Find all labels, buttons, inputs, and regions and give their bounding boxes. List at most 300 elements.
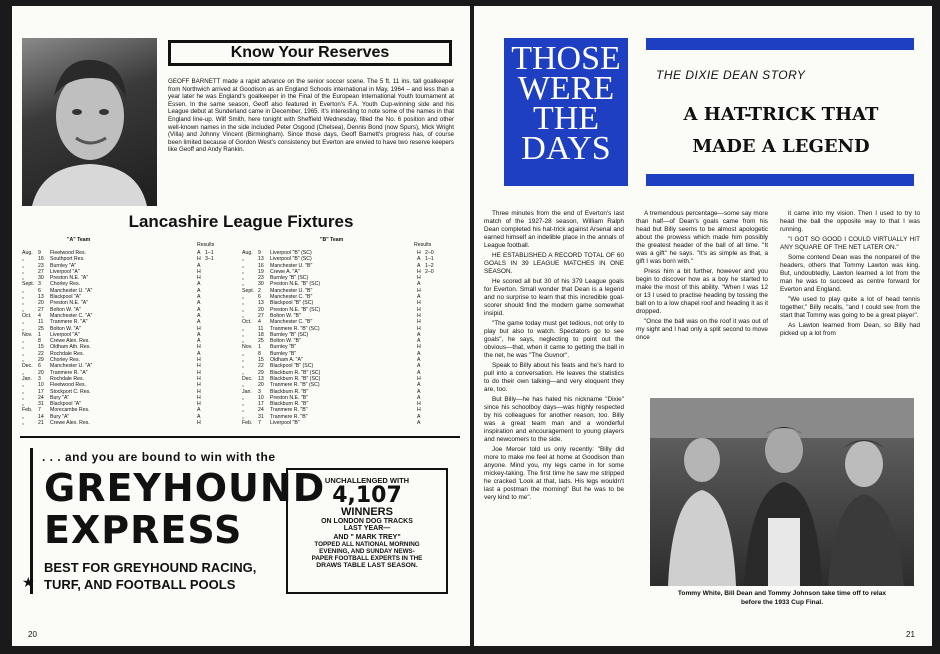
fixture-month: Feb. bbox=[242, 420, 253, 427]
fixture-month: Dec. bbox=[22, 363, 33, 370]
fixture-venue: H bbox=[417, 268, 421, 275]
fixture-month: „ bbox=[22, 369, 24, 376]
fixture-day: 22 bbox=[258, 363, 264, 370]
fixture-result: 2–0 bbox=[425, 250, 434, 256]
fixture-month: „ bbox=[22, 306, 24, 313]
fixture-venue: H bbox=[417, 250, 421, 256]
fixture-opponent: Liverpool "B" (SC) bbox=[270, 250, 312, 256]
fixture-day: 27 bbox=[38, 268, 44, 275]
fixture-result: 1–1 bbox=[205, 250, 214, 256]
fixtures-title: Lancashire League Fixtures bbox=[128, 212, 354, 231]
fixture-result: 1–2 bbox=[425, 262, 434, 269]
fixture-opponent: Blackpool "A" bbox=[50, 401, 82, 408]
fixture-opponent: Manchester U. "A" bbox=[50, 363, 93, 370]
article-column-1 bbox=[484, 210, 624, 504]
fixture-day: 18 bbox=[258, 331, 264, 338]
article-paragraph: Some contend Dean was the nonpareil of the headers, others that Tommy Lawton was king. But, undoubtedly, Lawton learned a lot from the man he was to succeed as centre forward for Everton and England. bbox=[780, 254, 920, 293]
fixture-day: 25 bbox=[258, 338, 264, 345]
ad-box-line8: PAPER FOOTBALL EXPERTS IN THE bbox=[311, 555, 423, 562]
fixture-month: Aug. bbox=[22, 250, 33, 256]
fixture-day: 20 bbox=[38, 300, 44, 307]
fixture-opponent: Liverpool "B" (SC) bbox=[270, 256, 312, 263]
fixture-day: 30 bbox=[258, 281, 264, 288]
fixture-month: „ bbox=[242, 394, 244, 401]
fixture-day: 11 bbox=[258, 325, 264, 332]
fixture-row bbox=[22, 420, 232, 426]
article-paragraph: "The game today must get tedious, not only to play but also to watch. Spectators go to see goals", he says, neglecting to point out the obvious—that, when it came to getting the ball in the net, he was "The Guvnor". bbox=[484, 320, 624, 359]
fixture-opponent: Crewe Alex. Res. bbox=[50, 338, 90, 345]
fixture-opponent: Tranmere R. "A" bbox=[50, 369, 88, 376]
fixture-result: 1–1 bbox=[425, 256, 434, 263]
fixture-opponent: Blackburn R. "B" (SC) bbox=[270, 369, 321, 376]
ad-title-express: EXPRESS bbox=[44, 508, 243, 552]
fixture-venue: A bbox=[417, 420, 421, 427]
fixture-month: „ bbox=[22, 388, 24, 395]
fixture-day: 24 bbox=[38, 394, 44, 401]
fixture-result: 2–0 bbox=[425, 268, 434, 275]
fixture-day: 11 bbox=[38, 319, 44, 326]
fixture-venue: H bbox=[197, 268, 201, 275]
fixture-venue: A bbox=[197, 281, 201, 288]
fixture-venue: A bbox=[417, 357, 421, 364]
left-page bbox=[12, 6, 470, 646]
fixture-month: „ bbox=[242, 382, 244, 389]
fixture-opponent: Preston N.E. "A" bbox=[50, 300, 88, 307]
results-b-label: Results bbox=[414, 242, 432, 248]
fixture-venue: H bbox=[197, 369, 201, 376]
fixture-row bbox=[242, 420, 454, 426]
fixture-day: 2 bbox=[258, 287, 261, 294]
masthead-line1: THOSE bbox=[511, 40, 621, 77]
fixture-venue: H bbox=[197, 420, 201, 427]
fixture-month: „ bbox=[22, 382, 24, 389]
article-paragraph: But Billy—he has hated his nickname "Dixie" since his schoolboy days—was highly respected by his colleagues for another reason, too. Billy was a great team man and a wonderful inspiration and encouragement to young players and newcomers to the side. bbox=[484, 396, 624, 443]
fixture-day: 21 bbox=[38, 420, 44, 427]
headline-line1: A HAT-TRICK THAT bbox=[683, 104, 879, 125]
fixture-opponent: Burnley "B" bbox=[270, 344, 297, 351]
team-a-label: "A" Team bbox=[67, 237, 91, 243]
fixtures-a-list bbox=[22, 250, 232, 426]
fixture-month: „ bbox=[22, 350, 24, 357]
fixture-month: „ bbox=[242, 363, 244, 370]
fixture-opponent: Manchester U. "B" bbox=[270, 262, 313, 269]
fixture-day: 3 bbox=[258, 388, 261, 395]
fixture-venue: A bbox=[197, 312, 201, 319]
fixture-opponent: Burnley "B" bbox=[270, 350, 297, 357]
ad-title-greyhound: GREYHOUND bbox=[44, 466, 326, 510]
fixture-venue: A bbox=[417, 281, 421, 288]
fixture-day: 7 bbox=[38, 407, 41, 414]
fixture-month: „ bbox=[242, 262, 244, 269]
fixture-month: „ bbox=[242, 331, 244, 338]
fixture-month: „ bbox=[242, 300, 244, 307]
fixture-venue: A bbox=[417, 369, 421, 376]
results-a-label: Results bbox=[197, 242, 215, 248]
fixture-venue: A bbox=[417, 394, 421, 401]
fixture-day: 10 bbox=[258, 394, 264, 401]
fixture-day: 31 bbox=[258, 413, 264, 420]
fixture-month: Dec. bbox=[242, 375, 253, 382]
headline-line2: MADE A LEGEND bbox=[692, 136, 870, 157]
fixture-month: „ bbox=[242, 325, 244, 332]
fixture-venue: H bbox=[197, 275, 201, 282]
fixture-month: „ bbox=[242, 350, 244, 357]
fixture-month: „ bbox=[242, 275, 244, 282]
fixture-month: „ bbox=[22, 344, 24, 351]
fixture-opponent: Preston N.E. "B" bbox=[270, 394, 308, 401]
fixture-day: 23 bbox=[258, 275, 264, 282]
fixture-opponent: Burnley "A" bbox=[50, 262, 77, 269]
fixture-day: 17 bbox=[258, 401, 264, 408]
fixture-opponent: Rochdale Res. bbox=[50, 350, 85, 357]
fixture-opponent: Blackpool "B" (SC) bbox=[270, 363, 314, 370]
fixture-opponent: Bury "A" bbox=[50, 413, 70, 420]
fixture-venue: H bbox=[417, 407, 421, 414]
star-icon: ★ bbox=[22, 574, 35, 590]
article-column-3 bbox=[780, 210, 920, 340]
fixture-day: 17 bbox=[38, 388, 44, 395]
article-paragraph: Speak to Billy about his feats and he's hard to pull into a conversation. He leaves the statistics to do their own talking—and very eloquent they are, too. bbox=[484, 362, 624, 393]
fixture-day: 13 bbox=[258, 300, 264, 307]
fixture-venue: H bbox=[417, 319, 421, 326]
article-paragraph: "I GOT SO GOOD I COULD VIRTUALLY HIT ANY SQUARE OF THE NET LATER ON." bbox=[780, 236, 920, 251]
fixture-opponent: Bury "A" bbox=[50, 394, 70, 401]
fixture-opponent: Crewe Alex. Res. bbox=[50, 420, 90, 427]
fixture-venue: H bbox=[197, 325, 201, 332]
fixture-venue: A bbox=[197, 413, 201, 420]
fixture-venue: H bbox=[417, 275, 421, 282]
fixture-venue: A bbox=[197, 294, 201, 301]
geoff-barnett-portrait bbox=[22, 38, 157, 206]
fixture-opponent: Chorley Res. bbox=[50, 357, 80, 364]
reserves-article: GEOFF BARNETT made a rapid advance on the senior soccer scene. The 5 ft. 11 ins. tall goalkeeper from Northwich arrived at Goodison as an England Schools international in May, 1964 – and less than a year later he was England's goalkeeper in the Final of the European International Youth tournament at Essen. In the same season, Geoff also featured in Everton's F.A. Youth Cup-winning side and his League debut at Sunderland came in December, 1965. It's interesting to note some of the names in that England line-up. Wilf Smith, here tonight with Sheffield Wednesday, filled the No. 6 position and other well-known names in the side included Peter Osgood (Chelsea), Dennis Bond (now Spurs), Mick Wright (Villa) and Johnny Vincent (Birmingham). Since those days, Geoff Barnett's progress has, of course been limited because of Gordon West's consistency but Everton are envied to have two reserve keepers like Geoff and Andy Rankin. bbox=[168, 78, 454, 154]
fixture-month: „ bbox=[242, 256, 244, 263]
fixture-venue: H bbox=[197, 344, 201, 351]
fixture-day: 27 bbox=[38, 306, 44, 313]
fixture-day: 6 bbox=[38, 363, 41, 370]
fixture-opponent: Tranmere R. "B" bbox=[270, 413, 308, 420]
reserves-heading-box bbox=[168, 40, 452, 66]
fixture-day: 1 bbox=[258, 344, 261, 351]
article-column-2 bbox=[636, 210, 768, 344]
fixture-month: Nov. bbox=[242, 344, 253, 351]
fixture-day: 24 bbox=[258, 407, 264, 414]
fixture-venue: A bbox=[417, 331, 421, 338]
fixture-day: 9 bbox=[38, 250, 41, 256]
fixture-venue: H bbox=[417, 344, 421, 351]
ad-sub-line1: BEST FOR GREYHOUND RACING, bbox=[44, 560, 257, 575]
fixture-venue: A bbox=[417, 256, 421, 263]
ad-box-line1: UNCHALLENGED WITH bbox=[324, 476, 410, 485]
fixture-day: 1 bbox=[38, 331, 41, 338]
fixture-opponent: Burnley "B" (SC) bbox=[270, 275, 309, 282]
fixture-venue: A bbox=[197, 338, 201, 345]
portrait-illustration bbox=[22, 38, 157, 206]
fixture-month: Oct. bbox=[22, 312, 32, 319]
fixture-month: „ bbox=[242, 357, 244, 364]
top-blue-rule bbox=[646, 38, 914, 50]
fixture-month: „ bbox=[242, 312, 244, 319]
fixture-day: 4 bbox=[38, 312, 41, 319]
article-paragraph: HE ESTABLISHED A RECORD TOTAL OF 60 GOALS IN 39 LEAGUE MATCHES IN ONE SEASON. bbox=[484, 252, 624, 275]
fixture-venue: A bbox=[197, 306, 201, 313]
fixture-day: 30 bbox=[38, 275, 44, 282]
fixture-opponent: Chorley Res. bbox=[50, 281, 80, 288]
fixture-month: „ bbox=[22, 262, 24, 269]
fixture-opponent: Oldham Ath. Res. bbox=[50, 344, 91, 351]
fixture-opponent: Tranmere R. "A" bbox=[50, 319, 88, 326]
fixture-opponent: Morecambe Res. bbox=[50, 407, 90, 414]
fixture-month: „ bbox=[242, 294, 244, 301]
fixture-day: 23 bbox=[38, 262, 44, 269]
fixture-day: 31 bbox=[38, 401, 44, 408]
fixture-opponent: Fleetwood Res. bbox=[50, 382, 87, 389]
fixture-month: „ bbox=[22, 300, 24, 307]
fixture-opponent: Manchester C. "B" bbox=[270, 319, 313, 326]
fixture-venue: A bbox=[197, 331, 201, 338]
fixture-venue: A bbox=[417, 363, 421, 370]
ad-box-line5: AND " MARK TREY" bbox=[333, 534, 401, 541]
fixture-venue: A bbox=[417, 350, 421, 357]
fixture-day: 27 bbox=[258, 312, 264, 319]
fixture-month: „ bbox=[22, 275, 24, 282]
fixture-month: „ bbox=[22, 268, 24, 275]
article-paragraph: it came into my vision. Then I used to try to head the ball the opposite way to that I was running. bbox=[780, 210, 920, 233]
fixture-day: 3 bbox=[38, 281, 41, 288]
fixture-venue: A bbox=[197, 319, 201, 326]
fixture-venue: A bbox=[197, 350, 201, 357]
fixture-month: „ bbox=[22, 357, 24, 364]
ad-winners-box bbox=[286, 468, 448, 594]
fixture-result: 3–1 bbox=[205, 256, 214, 263]
fixture-month: „ bbox=[242, 268, 244, 275]
fixture-month: „ bbox=[22, 401, 24, 408]
fixture-venue: H bbox=[197, 363, 201, 370]
fixture-day: 25 bbox=[38, 325, 44, 332]
fixture-opponent: Tranmere R. "B" (SC) bbox=[270, 382, 320, 389]
fixture-venue: H bbox=[197, 401, 201, 408]
ad-box-line2: WINNERS bbox=[341, 506, 393, 518]
fixture-opponent: Tranmere R. "B" bbox=[270, 407, 308, 414]
masthead-box bbox=[504, 38, 628, 186]
fixture-month: „ bbox=[22, 420, 24, 427]
fixture-venue: H bbox=[417, 287, 421, 294]
fixture-day: 3 bbox=[38, 375, 41, 382]
fixture-month: Jan. bbox=[242, 388, 252, 395]
fixture-day: 15 bbox=[38, 344, 44, 351]
fixture-month: „ bbox=[22, 287, 24, 294]
article-paragraph: "Once the ball was on the roof it was out of my sight and I had only a split second to move once bbox=[636, 318, 768, 341]
fixture-opponent: Southport Res. bbox=[50, 256, 85, 263]
fixture-month: „ bbox=[22, 319, 24, 326]
fixture-venue: H bbox=[417, 300, 421, 307]
fixture-day: 15 bbox=[258, 357, 264, 364]
article-paragraph: "We used to play quite a lot of head tennis together," Billy recalls, "and I could see from the start that Tommy was going to be a great player". bbox=[780, 296, 920, 319]
fixture-month: „ bbox=[22, 338, 24, 345]
fixture-opponent: Blackburn R. "B" bbox=[270, 388, 309, 395]
ad-box-line6: TOPPED ALL NATIONAL MORNING bbox=[314, 541, 420, 548]
fixture-venue: A bbox=[197, 407, 201, 414]
fixture-month: „ bbox=[242, 401, 244, 408]
fixture-day: 16 bbox=[38, 256, 44, 263]
fixture-day: 9 bbox=[258, 250, 261, 256]
bottom-blue-rule bbox=[646, 174, 914, 186]
fixture-venue: A bbox=[197, 287, 201, 294]
ad-sub-line2: TURF, AND FOOTBALL POOLS bbox=[44, 577, 236, 592]
page-number-left: 20 bbox=[28, 630, 37, 639]
fixture-venue: A bbox=[417, 294, 421, 301]
fixture-venue: A bbox=[417, 262, 421, 269]
article-paragraph: He scored all but 30 of his 379 League goals for Everton. Small wonder that Dean is a legend and no surprise to learn that this incredible goal-scorer should find the modern game somewhat insipid. bbox=[484, 278, 624, 317]
fixture-venue: A bbox=[417, 338, 421, 345]
fixture-day: 20 bbox=[258, 382, 264, 389]
fixture-day: 6 bbox=[38, 287, 41, 294]
ad-box-line9: DRAWS TABLE LAST SEASON. bbox=[316, 562, 418, 569]
fixture-month: „ bbox=[242, 369, 244, 376]
fixture-day: 29 bbox=[38, 357, 44, 364]
greyhound-advert bbox=[22, 444, 460, 614]
reserves-heading: Know Your Reserves bbox=[230, 44, 390, 61]
fixture-opponent: Manchester C. "B" bbox=[270, 294, 313, 301]
fixture-opponent: Blackburn R. "B" bbox=[270, 401, 309, 408]
fixture-opponent: Rochdale Res. bbox=[50, 375, 85, 382]
fixture-day: 4 bbox=[258, 319, 261, 326]
right-page bbox=[474, 6, 932, 646]
fixture-venue: H bbox=[197, 394, 201, 401]
ad-box-line3: ON LONDON DOG TRACKS bbox=[321, 518, 413, 525]
fixture-opponent: Crewe A. "A" bbox=[270, 268, 300, 275]
fixture-venue: H bbox=[417, 401, 421, 408]
page-number-right: 21 bbox=[906, 630, 915, 639]
fixture-opponent: Blackpool "A" bbox=[50, 294, 82, 301]
photo-caption-line1: Tommy White, Bill Dean and Tommy Johnson take time off to relax bbox=[677, 590, 887, 597]
fixture-venue: A bbox=[197, 250, 201, 256]
fixture-day: 10 bbox=[38, 382, 44, 389]
fixture-opponent: Burnley "B" (SC) bbox=[270, 331, 309, 338]
fixture-month: Nov. bbox=[22, 331, 33, 338]
fixture-day: 20 bbox=[258, 306, 264, 313]
fixture-opponent: Preston N.E. "B" (SC) bbox=[270, 281, 321, 288]
fixture-opponent: Blackpool "B" (SC) bbox=[270, 300, 314, 307]
fixture-venue: H bbox=[417, 312, 421, 319]
fixture-day: 14 bbox=[38, 413, 44, 420]
fixture-venue: H bbox=[197, 256, 201, 263]
article-paragraph: Joe Mercer told us only recently: "Billy did more to make me feel at home at Goodison than anyone. Mind you, my legs came in for some mickey-taking. The first time he saw me stripped he cracked 'Look at that, lads. His legs wouldn't last a postman the morning!' But he was to be very kind to me". bbox=[484, 446, 624, 501]
fixture-venue: A bbox=[417, 388, 421, 395]
fixture-opponent: Blackburn R. "B" (SC) bbox=[270, 375, 321, 382]
fixture-venue: A bbox=[417, 413, 421, 420]
fixture-day: 6 bbox=[258, 294, 261, 301]
fixture-month: „ bbox=[242, 338, 244, 345]
article-paragraph: As Lawton learned from Dean, so Billy had picked up a lot from bbox=[780, 322, 920, 337]
fixture-venue: H bbox=[197, 357, 201, 364]
players-illustration bbox=[650, 398, 914, 586]
fixture-venue: H bbox=[417, 325, 421, 332]
section-divider bbox=[20, 436, 460, 438]
fixture-opponent: Bolton W. "A" bbox=[50, 306, 81, 313]
team-b-label: "B" Team bbox=[320, 237, 344, 243]
fixture-venue: H bbox=[417, 375, 421, 382]
masthead-line2: WERE bbox=[517, 70, 615, 107]
fixtures-b-list bbox=[242, 250, 454, 426]
cup-final-players-photo bbox=[650, 398, 914, 586]
fixture-venue: H bbox=[197, 388, 201, 395]
fixture-opponent: Liverpool "A" bbox=[50, 268, 80, 275]
fixture-month: „ bbox=[242, 407, 244, 414]
fixture-opponent: Manchester U. "A" bbox=[50, 287, 93, 294]
photo-caption-line2: before the 1933 Cup Final. bbox=[740, 599, 824, 606]
fixture-opponent: Bolton W. "B" bbox=[270, 312, 301, 319]
fixture-venue: H bbox=[197, 382, 201, 389]
fixture-month: Sept. bbox=[22, 281, 35, 288]
fixture-month: „ bbox=[242, 281, 244, 288]
fixture-month: Sept. bbox=[242, 287, 255, 294]
fixture-day: 7 bbox=[258, 420, 261, 427]
fixture-opponent: Manchester U. "B" bbox=[270, 287, 313, 294]
article-paragraph: Press him a bit further, however and you begin to discover how as a boy he started to make the most of this ability. "When I was 12 or 13 I used to practise heading by tossing the ball on to a low chapel roof and heading it as it dropped. bbox=[636, 268, 768, 315]
fixture-day: 19 bbox=[258, 268, 264, 275]
fixture-month: Jan. bbox=[22, 375, 32, 382]
fixture-month: „ bbox=[22, 325, 24, 332]
fixture-opponent: Bolton W. "A" bbox=[50, 325, 81, 332]
fixture-day: 22 bbox=[38, 350, 44, 357]
fixture-opponent: Preston N.E. "A" bbox=[50, 275, 88, 282]
masthead-line3: THE bbox=[532, 100, 600, 137]
article-paragraph: A tremendous percentage—some say more than half—of Dean's goals came from his head but Billy seems to be almost apologetic about the prowess which made him possibly the greatest header of the ball of all time. "It was a gift" he says. "It's as simple as that, a gift I was born with." bbox=[636, 210, 768, 265]
fixture-month: Oct. bbox=[242, 319, 252, 326]
fixture-opponent: Fleetwood Res. bbox=[50, 250, 87, 256]
fixture-month: Aug. bbox=[242, 250, 253, 256]
fixture-venue: H bbox=[417, 306, 421, 313]
fixture-day: 29 bbox=[258, 369, 264, 376]
fixture-opponent: Tranmere R. "B" (SC) bbox=[270, 325, 320, 332]
masthead-line4: DAYS bbox=[521, 130, 611, 167]
story-kicker: THE DIXIE DEAN STORY bbox=[656, 68, 806, 82]
fixture-day: 8 bbox=[258, 350, 261, 357]
fixture-month: „ bbox=[242, 413, 244, 420]
ad-box-line7: EVENING, AND SUNDAY NEWS- bbox=[319, 548, 415, 555]
fixture-opponent: Liverpool "A" bbox=[50, 331, 80, 338]
fixture-venue: H bbox=[197, 375, 201, 382]
fixture-opponent: Preston N.E. "B" (SC) bbox=[270, 306, 321, 313]
fixture-venue: A bbox=[417, 382, 421, 389]
fixture-venue: A bbox=[197, 262, 201, 269]
fixture-opponent: Liverpool "B" bbox=[270, 420, 300, 427]
ad-box-line4: LAST YEAR— bbox=[343, 525, 391, 532]
fixture-month: „ bbox=[22, 294, 24, 301]
article-paragraph: Three minutes from the end of Everton's last match of the 1927-28 season, William Ralph Dean completed his hat-trick against Arsenal and earned himself an indelible place in the annals of League football. bbox=[484, 210, 624, 249]
fixture-month: „ bbox=[242, 306, 244, 313]
ad-left-rule bbox=[30, 448, 33, 594]
fixture-day: 20 bbox=[38, 369, 44, 376]
fixture-day: 8 bbox=[38, 338, 41, 345]
fixture-day: 13 bbox=[258, 256, 264, 263]
ad-box-number: 4,107 bbox=[332, 483, 402, 508]
fixture-month: „ bbox=[22, 394, 24, 401]
fixture-day: 16 bbox=[258, 262, 264, 269]
fixture-opponent: Manchester C. "A" bbox=[50, 312, 93, 319]
fixture-opponent: Oldham A. "A" bbox=[270, 357, 303, 364]
fixture-day: 13 bbox=[258, 375, 264, 382]
fixture-month: Feb. bbox=[22, 407, 33, 414]
fixture-month: „ bbox=[22, 413, 24, 420]
fixture-opponent: Stockport C. Res. bbox=[50, 388, 91, 395]
fixture-month: „ bbox=[22, 256, 24, 263]
fixture-venue: A bbox=[197, 300, 201, 307]
fixture-opponent: Bolton W. "B" bbox=[270, 338, 301, 345]
ad-tagline: . . . and you are bound to win with the bbox=[42, 450, 276, 464]
fixture-day: 13 bbox=[38, 294, 44, 301]
